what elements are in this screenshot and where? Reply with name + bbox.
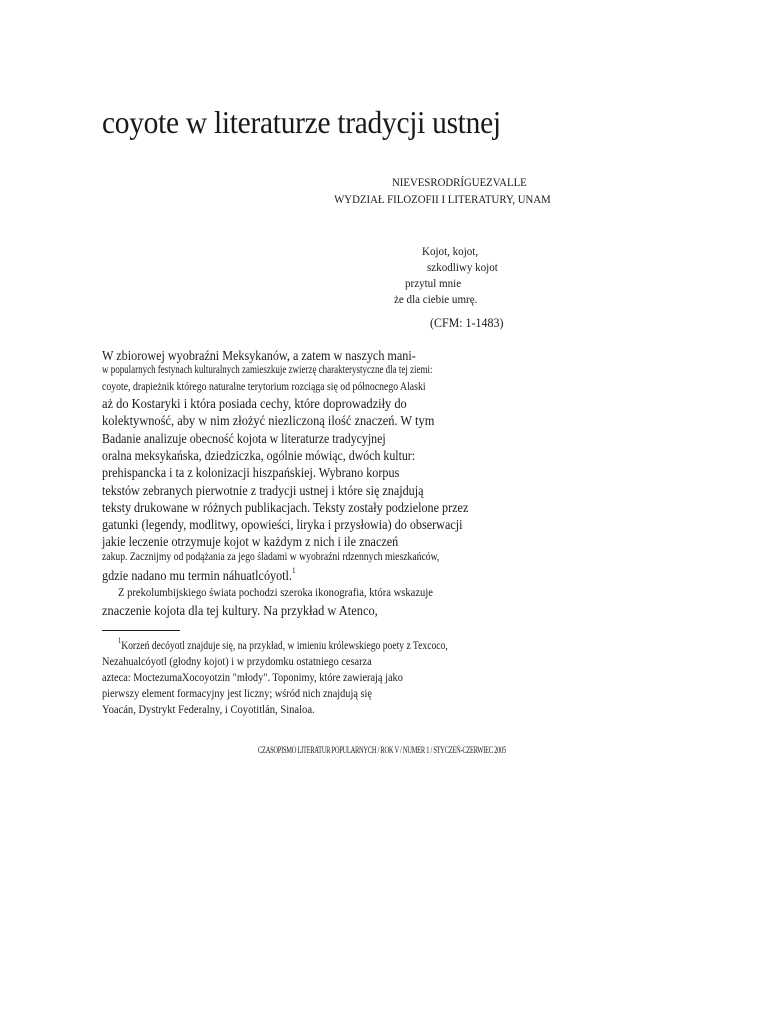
epigraph-line: przytul mnie <box>405 276 462 290</box>
body-line: Badanie analizuje obecność kojota w literaturze tradycyjnej <box>102 431 386 446</box>
body-line: gatunki (legendy, modlitwy, opowieści, liryka i przysłowia) do obserwacji <box>102 517 463 532</box>
article-title: coyote w literaturze tradycji ustnej <box>102 104 501 140</box>
footnote-divider <box>102 630 180 631</box>
footnote-line <box>118 638 448 653</box>
epigraph-line: szkodliwy kojot <box>427 260 498 274</box>
body-line: kolektywność, aby w nim złożyć niezliczoną ilość znaczeń. W tym <box>102 413 435 428</box>
epigraph-line: że dla ciebie umrę. <box>394 292 478 306</box>
epigraph-line: Kojot, kojot, <box>422 244 479 258</box>
running-footer: CZASOPISMO LITERATUR POPULARNYCH / ROK V / NUMER 1 / STYCZEŃ-CZERWIEC 2005 <box>258 745 506 755</box>
body-line: jakie leczenie otrzymuje kojot w każdym z nich i ile znaczeń <box>102 534 399 549</box>
body-line: oralna meksykańska, dziedziczka, ogólnie mówiąc, dwóch kultur: <box>102 448 416 463</box>
footnote-line: azteca: MoctezumaXocoyotzin "młody". Toponimy, które zawierają jako <box>102 670 403 684</box>
body-line: w popularnych festynach kulturalnych zamieszkuje zwierzę charakterystyczne dla tej ziemi: <box>102 364 433 376</box>
body-line: znaczenie kojota dla tej kultury. Na przykład w Atenco, <box>102 603 378 618</box>
body-line: aż do Kostaryki i która posiada cechy, które doprowadziły do <box>102 396 407 411</box>
body-line <box>102 568 296 584</box>
footnote-line: Yoacán, Dystrykt Federalny, i Coyotitlán, Sinaloa. <box>102 702 315 716</box>
footnote-marker: 1 <box>118 636 122 645</box>
author-affiliation: WYDZIAŁ FILOZOFII I LITERATURY, UNAM <box>334 192 551 206</box>
body-line: tekstów zebranych pierwotnie z tradycji ustnej i które się znajdują <box>102 483 424 498</box>
footnote-line: Nezahualcóyotl (głodny kojot) i w przydomku ostatniego cesarza <box>102 654 372 668</box>
body-line: Z prekolumbijskiego świata pochodzi szeroka ikonografia, która wskazuje <box>118 587 433 599</box>
body-line: teksty drukowane w różnych publikacjach. Teksty zostały podzielone przez <box>102 500 469 515</box>
body-line: W zbiorowej wyobraźni Meksykanów, a zatem w naszych mani- <box>102 348 416 363</box>
footnote-line: pierwszy element formacyjny jest liczny; wśród nich znajdują się <box>102 686 372 700</box>
footnote-reference: 1 <box>291 566 296 575</box>
article-author: NIEVESRODRÍGUEZVALLE <box>392 175 527 189</box>
epigraph-citation: (CFM: 1-1483) <box>430 315 504 330</box>
body-line: coyote, drapieżnik którego naturalne terytorium rozciąga się od północnego Alaski <box>102 381 426 393</box>
body-line: prehispancka i ta z kolonizacji hiszpańskiej. Wybrano korpus <box>102 465 400 480</box>
body-line: zakup. Zacznijmy od podążania za jego śladami w wyobraźni rdzennych mieszkańców, <box>102 551 440 563</box>
footnote-line-text: Korzeń decóyotl znajduje się, na przykład, w imieniu królewskiego poety z Texcoco, <box>121 638 448 652</box>
body-line-text: gdzie nadano mu termin náhuatlcóyotl. <box>102 568 292 583</box>
